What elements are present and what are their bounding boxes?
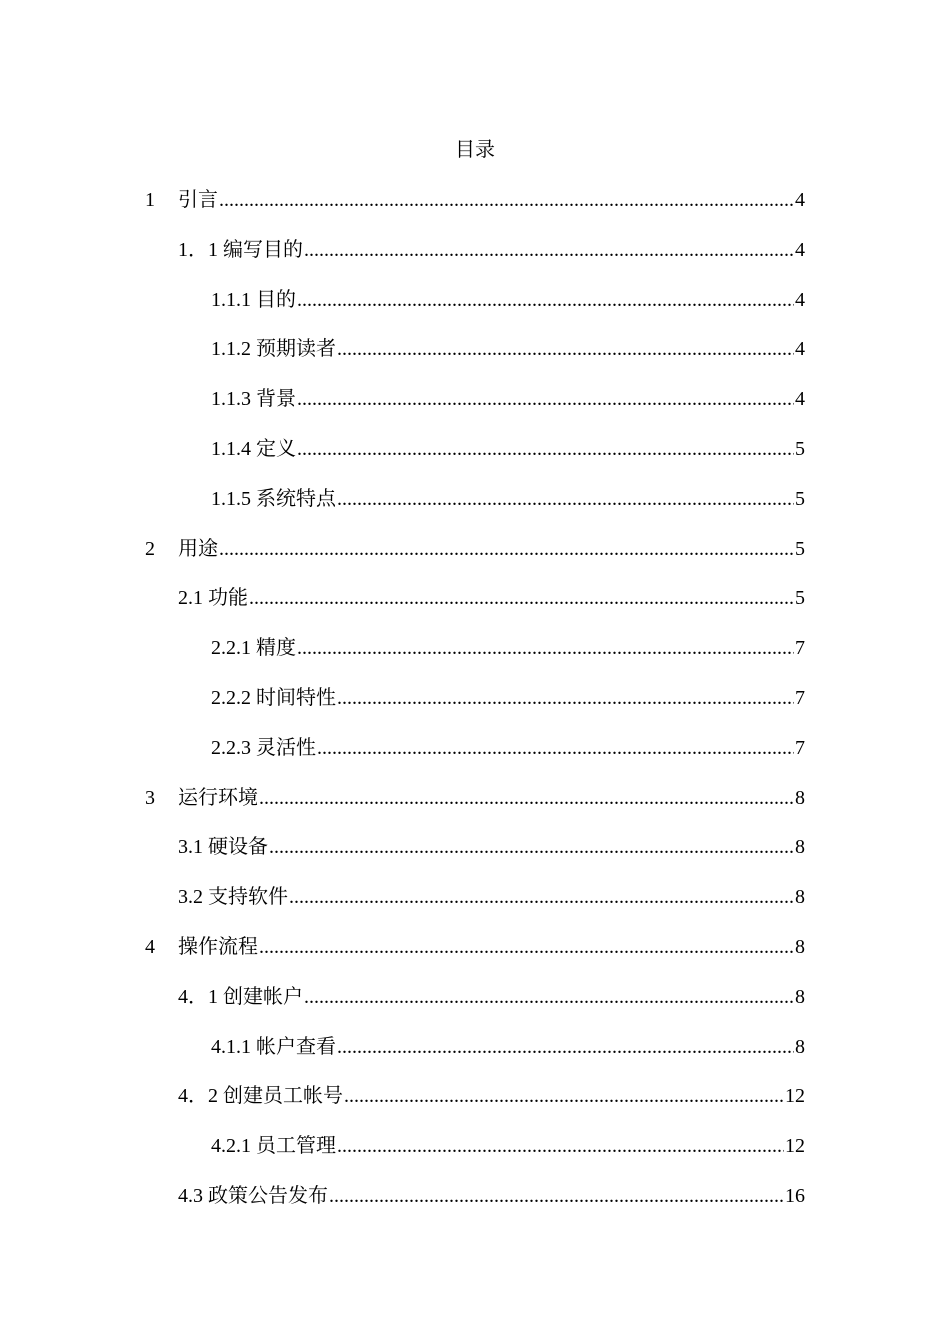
toc-dot-leader [297, 286, 794, 314]
toc-entry-label: 目的 [256, 288, 296, 311]
toc-entry-page-number: 8 [795, 786, 805, 809]
toc-dot-leader [304, 983, 794, 1011]
toc-entry-page-number: 4 [795, 189, 805, 211]
toc-entry-number: 1.1.2 [211, 338, 256, 361]
toc-entry-number: 1.1.5 [211, 487, 256, 510]
toc-entry-label: 精度 [256, 637, 296, 660]
toc-dot-leader [297, 435, 794, 463]
toc-entry[interactable] [0, 186, 950, 236]
toc-entry-label: 操作流程 [178, 935, 258, 958]
toc-entry[interactable] [0, 535, 950, 585]
toc-entry[interactable] [0, 1182, 950, 1232]
toc-dot-leader [289, 883, 794, 911]
toc-dot-leader [219, 186, 794, 214]
toc-entry-label: 员工管理 [256, 1135, 336, 1158]
toc-entry-page-number: 8 [795, 886, 805, 909]
toc-entry-label: 运行环境 [178, 786, 258, 809]
toc-entry-label: 功能 [208, 587, 248, 610]
toc-entry-label: 引言 [178, 189, 218, 211]
toc-entry-label: 创建员工帐号 [223, 1085, 343, 1108]
toc-entry[interactable] [0, 435, 950, 485]
toc-entry-number: 3.2 [178, 886, 208, 909]
toc-entry-label: 系统特点 [256, 487, 336, 510]
toc-entry-number: 1 [145, 189, 155, 211]
toc-entry-label: 时间特性 [256, 686, 336, 709]
toc-dot-leader [219, 535, 794, 563]
toc-entry-page-number: 4 [795, 338, 805, 361]
toc-entry[interactable] [0, 236, 950, 286]
toc-dot-leader [337, 684, 794, 712]
toc-entry-label: 背景 [256, 388, 296, 411]
toc-dot-leader [259, 933, 794, 961]
toc-entry[interactable] [0, 1033, 950, 1083]
toc-dot-leader [304, 236, 794, 264]
toc-entry-page-number: 7 [795, 686, 805, 709]
toc-entry[interactable] [0, 485, 950, 535]
toc-entry-number: 1.1.3 [211, 388, 256, 411]
toc-entry-label: 用途 [178, 537, 218, 560]
toc-dot-leader [337, 1132, 784, 1160]
toc-entry[interactable] [0, 933, 950, 983]
toc-entry[interactable] [0, 684, 950, 734]
toc-dot-leader [297, 634, 794, 662]
toc-entry-label: 定义 [256, 437, 296, 460]
toc-entry[interactable] [0, 584, 950, 634]
toc-entry-page-number: 8 [795, 935, 805, 958]
toc-dot-leader [337, 1033, 794, 1061]
toc-entry-page-number: 8 [795, 985, 805, 1008]
toc-entry[interactable] [0, 883, 950, 933]
toc-entry[interactable] [0, 1132, 950, 1182]
toc-entry-page-number: 8 [795, 1035, 805, 1058]
toc-entry-number: 4.2.1 [211, 1135, 256, 1158]
toc-entry-page-number: 12 [785, 1135, 805, 1158]
toc-entry-number: 4.3 [178, 1184, 208, 1207]
toc-dot-leader [249, 584, 794, 612]
toc-entry-number: 2 [145, 537, 155, 560]
toc-entry-label: 政策公告发布 [208, 1184, 328, 1207]
toc-entry[interactable] [0, 286, 950, 336]
toc-entry[interactable] [0, 634, 950, 684]
toc-dot-leader [344, 1082, 784, 1110]
toc-entry-page-number: 5 [795, 537, 805, 560]
toc-entry-number: 2.2.2 [211, 686, 256, 709]
toc-dot-leader [329, 1182, 784, 1210]
toc-entry-page-number: 7 [795, 736, 805, 759]
toc-entry-label: 灵活性 [256, 736, 316, 759]
toc-entry-number: 4 [145, 935, 155, 958]
toc-title: 目录 [455, 139, 495, 161]
toc-entry-label: 编写目的 [223, 238, 303, 261]
toc-entry[interactable] [0, 335, 950, 385]
toc-entry-number: 3 [145, 786, 155, 809]
toc-dot-leader [337, 335, 794, 363]
toc-entry-number: 1．1 [178, 238, 223, 261]
toc-entry-page-number: 5 [795, 437, 805, 460]
toc-entry-label: 帐户查看 [256, 1035, 336, 1058]
toc-dot-leader [259, 784, 794, 812]
toc-entry-page-number: 8 [795, 836, 805, 859]
toc-entry-page-number: 12 [785, 1085, 805, 1108]
toc-entry[interactable] [0, 734, 950, 784]
toc-entry-number: 4．1 [178, 985, 223, 1008]
toc-entry-number: 1.1.4 [211, 437, 256, 460]
toc-entry-number: 2.2.3 [211, 736, 256, 759]
toc-entry-label: 支持软件 [208, 886, 288, 909]
toc-entry[interactable] [0, 983, 950, 1033]
toc-entry-label: 创建帐户 [223, 985, 303, 1008]
table-of-contents [0, 186, 950, 1232]
toc-entry-page-number: 5 [795, 487, 805, 510]
toc-entry-number: 4．2 [178, 1085, 223, 1108]
toc-entry-label: 硬设备 [208, 836, 268, 859]
toc-entry-page-number: 7 [795, 637, 805, 660]
toc-entry-number: 1.1.1 [211, 288, 256, 311]
toc-entry-number: 2.1 [178, 587, 208, 610]
toc-dot-leader [337, 485, 794, 513]
toc-entry-number: 4.1.1 [211, 1035, 256, 1058]
toc-entry-number: 2.2.1 [211, 637, 256, 660]
toc-entry-page-number: 4 [795, 388, 805, 411]
toc-entry[interactable] [0, 1082, 950, 1132]
toc-entry-page-number: 16 [785, 1184, 805, 1207]
toc-entry-page-number: 4 [795, 238, 805, 261]
toc-entry-label: 预期读者 [256, 338, 336, 361]
toc-entry-page-number: 4 [795, 288, 805, 311]
toc-entry[interactable] [0, 833, 950, 883]
toc-dot-leader [317, 734, 794, 762]
toc-entry-page-number: 5 [795, 587, 805, 610]
toc-entry[interactable] [0, 385, 950, 435]
toc-entry-number: 3.1 [178, 836, 208, 859]
toc-entry[interactable] [0, 784, 950, 834]
toc-dot-leader [269, 833, 794, 861]
toc-dot-leader [297, 385, 794, 413]
